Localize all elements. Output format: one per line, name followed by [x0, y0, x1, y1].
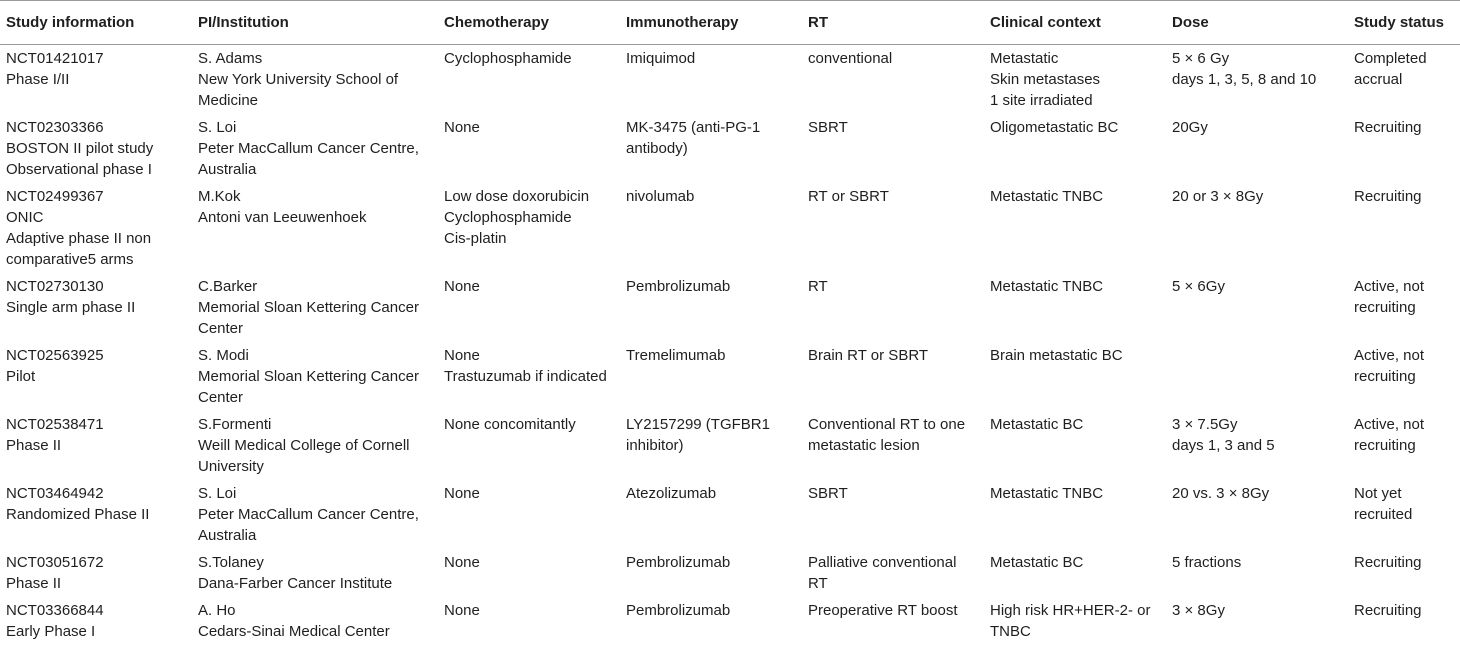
clinical-context-cell [984, 549, 1166, 597]
cell-line: Recruiting [1354, 119, 1422, 136]
pi-institution-cell [192, 342, 438, 411]
chemotherapy-cell [438, 480, 620, 549]
cell-line: Adaptive phase II non comparative5 arms [6, 230, 152, 268]
cell-line: Phase II [6, 437, 62, 454]
cell-line: None [444, 347, 480, 364]
cell-line: RT [808, 278, 828, 295]
rt-cell [802, 342, 984, 411]
immunotherapy-cell [620, 273, 802, 342]
cell-line: S. Loi [198, 119, 237, 136]
clinical-context-cell [984, 597, 1166, 645]
cell-line: Single arm phase II [6, 299, 136, 316]
dose-cell [1166, 273, 1348, 342]
cell-line: Observational phase I [6, 161, 152, 178]
cell-line: ONIC [6, 209, 44, 226]
cell-line: Trastuzumab if indicated [444, 368, 607, 385]
rt-cell [802, 549, 984, 597]
pi-institution-cell [192, 273, 438, 342]
cell-line: SBRT [808, 485, 848, 502]
cell-line: days 1, 3 and 5 [1172, 437, 1275, 454]
pi-institution-cell [192, 45, 438, 115]
chemotherapy-cell [438, 273, 620, 342]
study-information-cell [0, 114, 192, 183]
cell-line: Randomized Phase II [6, 506, 150, 523]
cell-line: New York University School of Medicine [198, 71, 399, 109]
dose-cell [1166, 114, 1348, 183]
cell-line: A. Ho [198, 602, 236, 619]
rt-cell [802, 273, 984, 342]
cell-line: None [444, 485, 480, 502]
cell-line: None [444, 554, 480, 571]
cell-line: Pembrolizumab [626, 278, 731, 295]
clinical-context-cell [984, 342, 1166, 411]
cell-line: Peter MacCallum Cancer Centre, Australia [198, 140, 419, 178]
dose-cell [1166, 411, 1348, 480]
pi-institution-cell [192, 114, 438, 183]
cell-line: NCT03366844 [6, 602, 104, 619]
cell-line: Weill Medical College of Cornell University [198, 437, 410, 475]
cell-line: S. Adams [198, 50, 263, 67]
cell-line: 20Gy [1172, 119, 1208, 136]
cell-line: 5 × 6 Gy [1172, 50, 1230, 67]
cell-line: Active, not recruiting [1354, 278, 1425, 316]
table-row [0, 480, 1460, 549]
cell-line: nivolumab [626, 188, 695, 205]
cell-line: None [444, 119, 480, 136]
header-rt: RT [802, 1, 984, 45]
header-row [0, 1, 1460, 45]
cell-line: Brain RT or SBRT [808, 347, 929, 364]
cell-line: Imiquimod [626, 50, 696, 67]
table-row [0, 549, 1460, 597]
dose-cell [1166, 45, 1348, 115]
cell-line: Palliative conventional RT [808, 554, 957, 592]
cell-line: RT or SBRT [808, 188, 889, 205]
cell-line: Skin metastases [990, 71, 1101, 88]
cell-line: Pembrolizumab [626, 554, 731, 571]
cell-line: Preoperative RT boost [808, 602, 958, 619]
clinical-context-cell [984, 114, 1166, 183]
chemotherapy-cell [438, 114, 620, 183]
cell-line: Cis-platin [444, 230, 507, 247]
study-information-cell [0, 45, 192, 115]
rt-cell [802, 597, 984, 645]
chemotherapy-cell [438, 45, 620, 115]
dose-cell [1166, 597, 1348, 645]
study-information-cell [0, 549, 192, 597]
cell-line: Dana-Farber Cancer Institute [198, 575, 393, 592]
study-status-cell [1348, 411, 1460, 480]
table-row [0, 114, 1460, 183]
cell-line: S.Formenti [198, 416, 272, 433]
cell-line: Early Phase I [6, 623, 96, 640]
study-information-cell [0, 480, 192, 549]
study-status-cell [1348, 114, 1460, 183]
header-chemotherapy: Chemotherapy [438, 1, 620, 45]
cell-line: Atezolizumab [626, 485, 717, 502]
header-clinical-context: Clinical context [984, 1, 1166, 45]
table-row [0, 45, 1460, 115]
rt-cell [802, 45, 984, 115]
cell-line: SBRT [808, 119, 848, 136]
study-status-cell [1348, 273, 1460, 342]
cell-line: Active, not recruiting [1354, 416, 1425, 454]
cell-line: Metastatic TNBC [990, 188, 1104, 205]
cell-line: Tremelimumab [626, 347, 726, 364]
cell-line: Low dose doxorubicin [444, 188, 590, 205]
cell-line: 5 fractions [1172, 554, 1242, 571]
study-status-cell [1348, 342, 1460, 411]
cell-line: LY2157299 (TGFBR1 inhibitor) [626, 416, 770, 454]
study-information-cell [0, 597, 192, 645]
immunotherapy-cell [620, 549, 802, 597]
cell-line: NCT02563925 [6, 347, 104, 364]
cell-line: Peter MacCallum Cancer Centre, Australia [198, 506, 419, 544]
chemotherapy-cell [438, 597, 620, 645]
study-status-cell [1348, 45, 1460, 115]
cell-line: Recruiting [1354, 188, 1422, 205]
clinical-context-cell [984, 411, 1166, 480]
cell-line: 3 × 7.5Gy [1172, 416, 1238, 433]
cell-line: None [444, 278, 480, 295]
header-study-status: Study status [1348, 1, 1460, 45]
cell-line: Pembrolizumab [626, 602, 731, 619]
cell-line: Cedars-Sinai Medical Center [198, 623, 390, 640]
cell-line: Metastatic BC [990, 554, 1084, 571]
cell-line: 5 × 6Gy [1172, 278, 1225, 295]
cell-line: Completed accrual [1354, 50, 1427, 88]
header-immunotherapy: Immunotherapy [620, 1, 802, 45]
pi-institution-cell [192, 549, 438, 597]
cell-line: S. Modi [198, 347, 249, 364]
study-information-cell [0, 273, 192, 342]
header-dose: Dose [1166, 1, 1348, 45]
cell-line: Metastatic BC [990, 416, 1084, 433]
chemotherapy-cell [438, 411, 620, 480]
immunotherapy-cell [620, 114, 802, 183]
cell-line: 1 site irradiated [990, 92, 1093, 109]
chemotherapy-cell [438, 549, 620, 597]
header-study-information: Study information [0, 1, 192, 45]
study-status-cell [1348, 183, 1460, 273]
cell-line: Recruiting [1354, 554, 1422, 571]
cell-line: None [444, 602, 480, 619]
immunotherapy-cell [620, 45, 802, 115]
cell-line: M.Kok [198, 188, 241, 205]
rt-cell [802, 480, 984, 549]
table-row [0, 273, 1460, 342]
cell-line: 3 × 8Gy [1172, 602, 1225, 619]
cell-line: None concomitantly [444, 416, 576, 433]
cell-line: NCT03464942 [6, 485, 104, 502]
pi-institution-cell [192, 480, 438, 549]
cell-line: Phase I/II [6, 71, 70, 88]
cell-line: NCT01421017 [6, 50, 104, 67]
clinical-context-cell [984, 273, 1166, 342]
immunotherapy-cell [620, 183, 802, 273]
cell-line: MK-3475 (anti-PG-1 antibody) [626, 119, 761, 157]
cell-line: conventional [808, 50, 893, 67]
table-body [0, 45, 1460, 646]
cell-line: Metastatic TNBC [990, 485, 1104, 502]
cell-line: S.Tolaney [198, 554, 264, 571]
cell-line: Phase II [6, 575, 62, 592]
table-header [0, 1, 1460, 45]
header-pi-institution: PI/Institution [192, 1, 438, 45]
cell-line: BOSTON II pilot study [6, 140, 154, 157]
chemotherapy-cell [438, 183, 620, 273]
pi-institution-cell [192, 183, 438, 273]
dose-cell [1166, 480, 1348, 549]
clinical-context-cell [984, 45, 1166, 115]
cell-line: Metastatic TNBC [990, 278, 1104, 295]
rt-cell [802, 411, 984, 480]
chemotherapy-cell [438, 342, 620, 411]
table-row [0, 597, 1460, 645]
cell-line: 20 or 3 × 8Gy [1172, 188, 1264, 205]
cell-line: Not yet recruited [1354, 485, 1413, 523]
cell-line: Recruiting [1354, 602, 1422, 619]
study-status-cell [1348, 549, 1460, 597]
clinical-context-cell [984, 183, 1166, 273]
immunotherapy-cell [620, 342, 802, 411]
cell-line: NCT03051672 [6, 554, 104, 571]
cell-line: NCT02730130 [6, 278, 104, 295]
cell-line: NCT02538471 [6, 416, 104, 433]
cell-line: Antoni van Leeuwenhoek [198, 209, 367, 226]
cell-line: days 1, 3, 5, 8 and 10 [1172, 71, 1317, 88]
cell-line: S. Loi [198, 485, 237, 502]
study-information-cell [0, 411, 192, 480]
cell-line: Active, not recruiting [1354, 347, 1425, 385]
table-row [0, 411, 1460, 480]
study-status-cell [1348, 480, 1460, 549]
cell-line: Cyclophosphamide [444, 50, 572, 67]
cell-line: Brain metastatic BC [990, 347, 1123, 364]
cell-line: NCT02303366 [6, 119, 104, 136]
pi-institution-cell [192, 411, 438, 480]
cell-line: High risk HR+HER-2- or TNBC [990, 602, 1151, 640]
cell-line: C.Barker [198, 278, 258, 295]
rt-cell [802, 114, 984, 183]
study-status-cell [1348, 597, 1460, 645]
cell-line: NCT02499367 [6, 188, 104, 205]
cell-line: Oligometastatic BC [990, 119, 1119, 136]
cell-line: 20 vs. 3 × 8Gy [1172, 485, 1270, 502]
cell-line: Conventional RT to one metastatic lesion [808, 416, 966, 454]
cell-line: Cyclophosphamide [444, 209, 572, 226]
cell-line: Pilot [6, 368, 36, 385]
cell-line: Memorial Sloan Kettering Cancer Center [198, 299, 419, 337]
immunotherapy-cell [620, 597, 802, 645]
dose-cell [1166, 342, 1348, 411]
cell-line: Metastatic [990, 50, 1059, 67]
rt-cell [802, 183, 984, 273]
dose-cell [1166, 549, 1348, 597]
table-row [0, 183, 1460, 273]
study-information-cell [0, 342, 192, 411]
cell-line: Memorial Sloan Kettering Cancer Center [198, 368, 419, 406]
immunotherapy-cell [620, 480, 802, 549]
immunotherapy-cell [620, 411, 802, 480]
study-information-cell [0, 183, 192, 273]
pi-institution-cell [192, 597, 438, 645]
clinical-context-cell [984, 480, 1166, 549]
dose-cell [1166, 183, 1348, 273]
table-row [0, 342, 1460, 411]
